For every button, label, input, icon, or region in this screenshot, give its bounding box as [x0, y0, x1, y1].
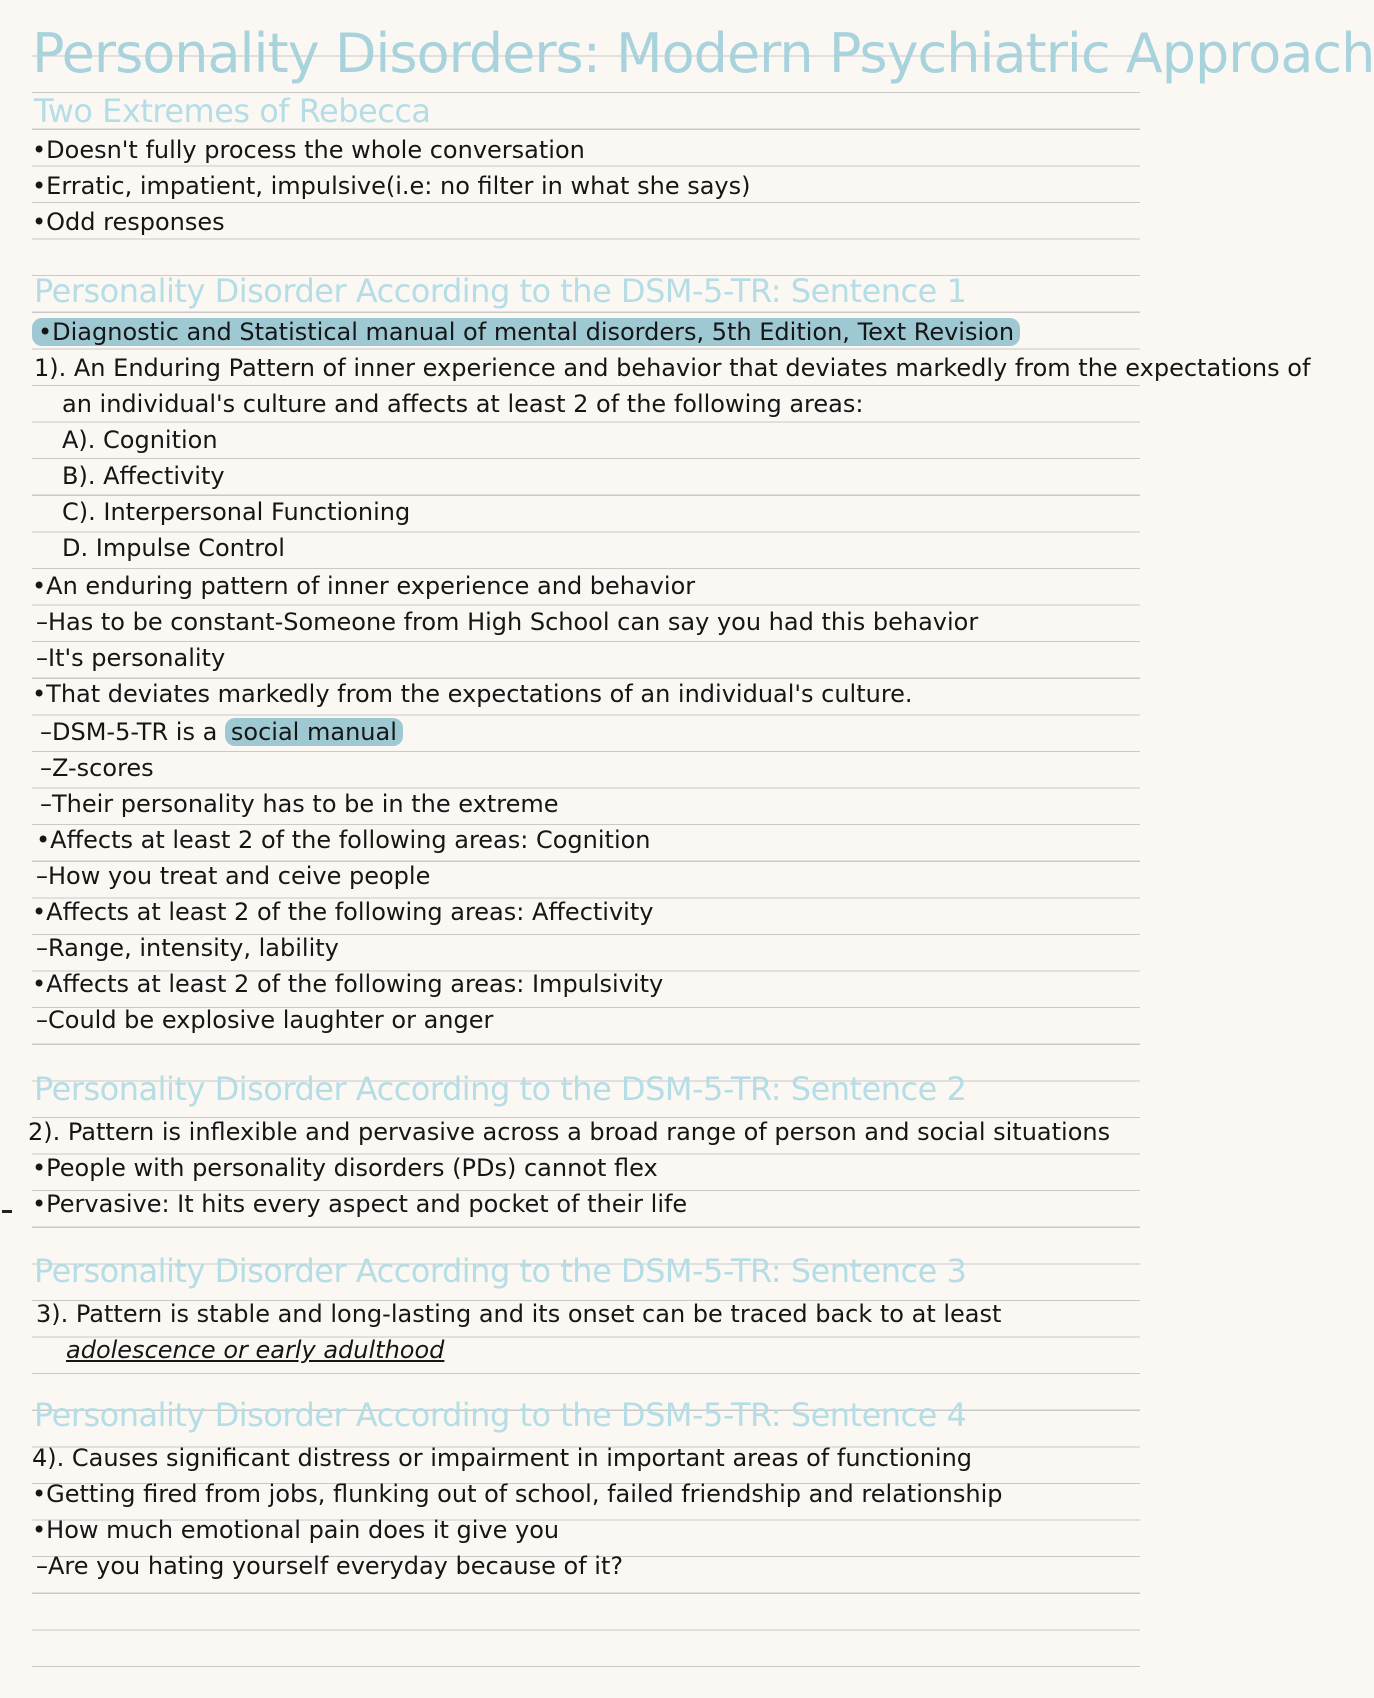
note-line: –Z-scores	[40, 754, 154, 782]
note-line: 4). Causes significant distress or impairment in important areas of functioning	[32, 1444, 973, 1472]
note-line: 1). An Enduring Pattern of inner experience and behavior that deviates markedly from the expectations of	[34, 354, 1311, 382]
section-heading-sentence-1: Personality Disorder According to the DSM-5-TR: Sentence 1	[34, 272, 967, 310]
highlighted-line	[32, 317, 1020, 347]
note-line: –Could be explosive laughter or anger	[36, 1006, 494, 1034]
note-text: –DSM-5-TR is a	[40, 718, 218, 746]
note-line: •Odd responses	[32, 208, 225, 236]
highlight-mark: •Diagnostic and Statistical manual of mental disorders, 5th Edition, Text Revision	[32, 318, 1020, 346]
note-line: adolescence or early adulthood	[66, 1336, 445, 1364]
note-line: •An enduring pattern of inner experience and behavior	[32, 572, 696, 600]
note-line: –It's personality	[36, 644, 226, 672]
note-line: 2). Pattern is inflexible and pervasive across a broad range of person and social situations	[28, 1118, 1111, 1146]
section-heading-sentence-4: Personality Disorder According to the DSM-5-TR: Sentence 4	[34, 1396, 967, 1434]
note-line: 3). Pattern is stable and long-lasting and its onset can be traced back to at least	[36, 1300, 1002, 1328]
list-item: B). Affectivity	[62, 462, 225, 490]
note-line: •How much emotional pain does it give you	[32, 1516, 560, 1544]
note-line: •Getting fired from jobs, flunking out of school, failed friendship and relationship	[32, 1480, 1003, 1508]
list-item: A). Cognition	[62, 426, 218, 454]
note-line: •Affects at least 2 of the following areas: Impulsivity	[32, 970, 664, 998]
note-line	[40, 717, 403, 747]
section-heading-sentence-2: Personality Disorder According to the DSM-5-TR: Sentence 2	[34, 1070, 967, 1108]
note-line: –Range, intensity, lability	[36, 934, 339, 962]
note-line: –Has to be constant-Someone from High School can say you had this behavior	[36, 608, 979, 636]
note-line: an individual's culture and affects at least 2 of the following areas:	[62, 390, 864, 418]
note-line: –How you treat and ceive people	[36, 862, 431, 890]
note-line: –Their personality has to be in the extreme	[40, 790, 559, 818]
highlight-mark: social manual	[225, 718, 403, 746]
section-heading-rebecca: Two Extremes of Rebecca	[34, 92, 431, 130]
page-title: Personality Disorders: Modern Psychiatric Approach	[32, 22, 1374, 85]
stray-mark	[2, 1210, 12, 1213]
list-item: D. Impulse Control	[62, 534, 285, 562]
note-line: •That deviates markedly from the expectations of an individual's culture.	[32, 680, 913, 708]
note-line: •Doesn't fully process the whole conversation	[32, 136, 585, 164]
note-line: •People with personality disorders (PDs) cannot flex	[32, 1154, 658, 1182]
left-margin	[0, 0, 32, 1698]
note-line: –Are you hating yourself everyday because of it?	[36, 1552, 624, 1580]
note-line: •Pervasive: It hits every aspect and pocket of their life	[32, 1190, 688, 1218]
note-line: •Affects at least 2 of the following areas: Affectivity	[32, 898, 654, 926]
section-heading-sentence-3: Personality Disorder According to the DSM-5-TR: Sentence 3	[34, 1252, 967, 1290]
note-line: •Affects at least 2 of the following areas: Cognition	[36, 826, 651, 854]
list-item: C). Interpersonal Functioning	[62, 498, 411, 526]
note-line: •Erratic, impatient, impulsive(i.e: no filter in what she says)	[32, 172, 751, 200]
